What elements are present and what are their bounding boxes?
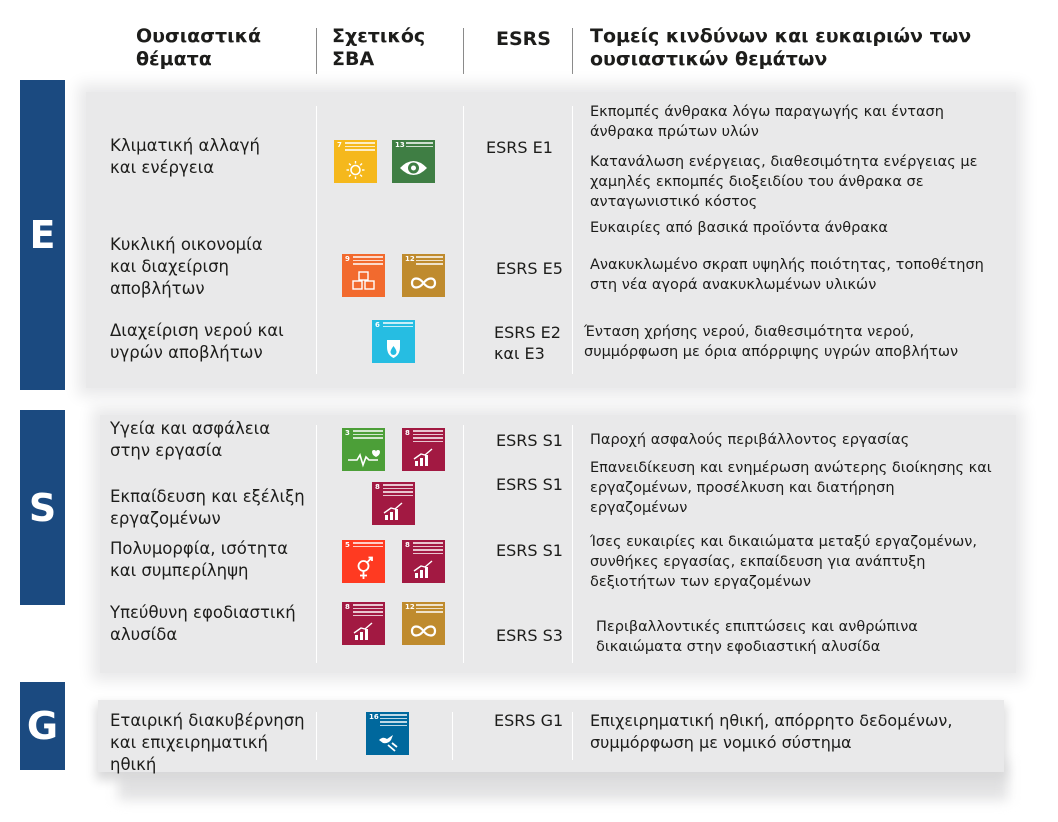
pillar-environment: E [20,80,65,390]
topic-health-safety: Υγεία και ασφάλεια στην εργασία [110,419,271,460]
panel-divider [572,425,573,663]
risk-text: Ένταση χρήσης νερού, διαθεσιμότητα νερού, συμμόρφωση με όρια απόρριψης υγρών αποβλήτων [584,324,959,360]
risk-text: Ίσες ευκαιρίες και δικαιώματα μεταξύ εργαζομένων, συνθήκες εργασίας, εκπαίδευση για ανάπτυξη δεξιοτήτων των εργαζομένων [590,534,977,590]
panel-divider [572,712,573,760]
sdg-6-icon: 6 [372,320,415,363]
sdg-13-icon: 13 [392,140,435,183]
topic-climate: Κλιματική αλλαγή και ενέργεια [110,136,260,177]
header-topics: Ουσιαστικά θέματα [136,25,262,70]
topic-supply-chain: Υπεύθυνη εφοδιαστική αλυσίδα [110,603,296,644]
risk-text: Παροχή ασφαλούς περιβάλλοντος εργασίας [590,432,910,448]
sdg-8-icon: 8 [372,482,415,525]
header-risks: Τομείς κινδύνων και ευκαιριών των ουσιαστικών θεμάτων [590,25,972,70]
panel-divider [463,425,464,663]
risk-text: Εκπομπές άνθρακα λόγω παραγωγής και ένταση άνθρακα πρώτων υλών [590,104,944,140]
panel-divider [316,712,317,760]
esrs-label: ESRS E5 [496,259,563,278]
sdg-16-icon: 16 [366,712,409,755]
esrs-label: ESRS G1 [494,711,564,730]
sdg-9-icon: 9 [342,254,385,297]
topic-training: Εκπαίδευση και εξέλιξη εργαζομένων [110,487,305,528]
header-divider [316,28,317,74]
esrs-label: ESRS E1 [486,138,553,157]
sdg-3-icon: 3 [342,428,385,471]
esrs-label: ESRS S1 [496,475,563,494]
esrs-label: ESRS S1 [496,431,563,450]
esrs-label: ESRS E2 και E3 [494,323,561,363]
risk-text: Ανακυκλωμένο σκραπ υψηλής ποιότητας, τοποθέτηση στη νέα αγορά ανακυκλωμένων υλικών [590,257,984,293]
sdg-8-icon: 8 [402,428,445,471]
header-divider [572,28,573,74]
pillar-governance: G [20,682,65,770]
sdg-12-icon: 12 [402,602,445,645]
sdg-12-icon: 12 [402,254,445,297]
header-sdg: Σχετικός ΣΒΑ [332,25,426,70]
panel-divider [316,425,317,663]
panel-divider [572,106,573,374]
topic-water: Διαχείριση νερού και υγρών αποβλήτων [110,321,284,362]
panel-divider [463,106,464,374]
risk-text: Επανειδίκευση και ενημέρωση ανώτερης διοίκησης και εργαζομένων, προσέλκυση και διατήρηση εργαζομένων [590,460,992,516]
header-esrs: ESRS [496,28,551,50]
risk-text: Κατανάλωση ενέργειας, διαθεσιμότητα ενέργειας με χαμηλές εκπομπές διοξειδίου του άνθρακα σε ανταγωνιστικό κόστος [590,154,978,210]
topic-circular-economy: Κυκλική οικονομία και διαχείριση αποβλήτων [110,235,263,298]
pillar-social: S [20,410,65,605]
esrs-label: ESRS S1 [496,541,563,560]
header-divider [463,28,464,74]
panel-divider [452,712,453,760]
sdg-8-icon: 8 [342,602,385,645]
risk-text: Ευκαιρίες από βασικά προϊόντα άνθρακα [590,220,888,236]
sdg-7-icon: 7 [334,140,377,183]
risk-text: Περιβαλλοντικές επιπτώσεις και ανθρώπινα δικαιώματα στην εφοδιαστική αλυσίδα [596,619,918,655]
panel-divider [316,106,317,374]
topic-diversity: Πολυμορφία, ισότητα και συμπερίληψη [110,539,289,580]
risk-text: Επιχειρηματική ηθική, απόρρητο δεδομένων, συμμόρφωση με νομικό σύστημα [590,711,953,752]
esrs-label: ESRS S3 [496,626,563,645]
topic-governance: Εταιρική διακυβέρνηση και επιχειρηματική ηθική [110,711,305,774]
sdg-5-icon: 5 [342,540,385,583]
sdg-8-icon: 8 [402,540,445,583]
